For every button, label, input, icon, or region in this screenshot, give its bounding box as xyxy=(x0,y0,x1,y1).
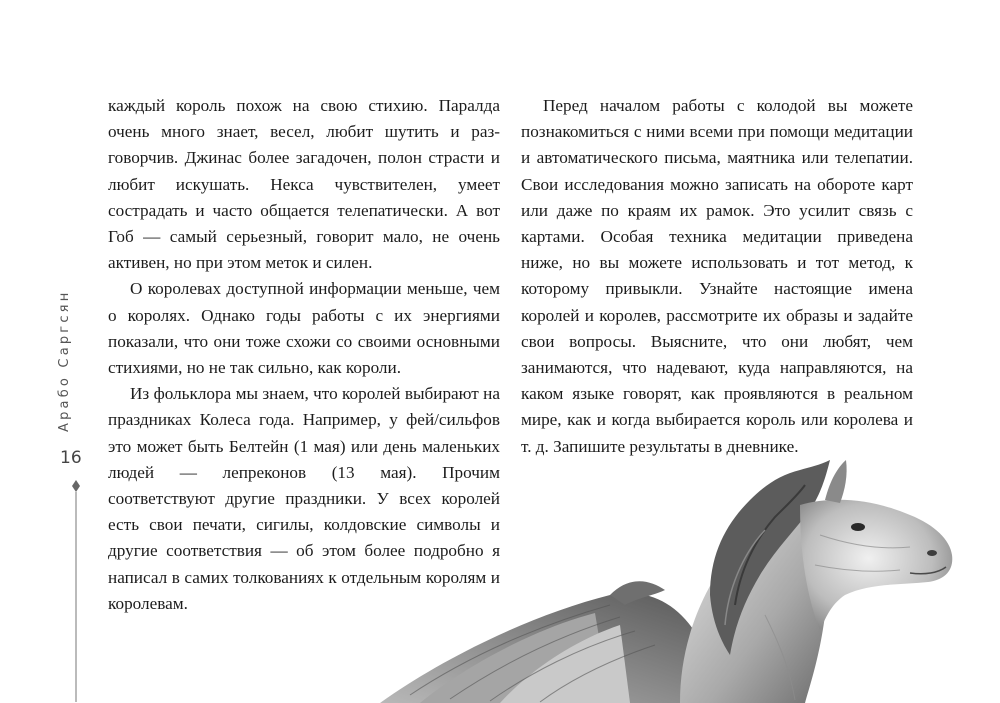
paragraph: Из фольклора мы знаем, что королей выбирают на праздниках Колеса года. Например, у фей/сильфов это может быть Белтейн (1 мая) или день маленьких людей — лепреконов (13 мая). Прочим соответствуют другие праздники. У всех королей есть свои печати, сигилы, колдовские символы и другие соответствия — об этом более подробно я написал в самих толкованиях к отдельным королям и королевам. xyxy=(108,384,500,613)
margin-rule xyxy=(70,480,82,702)
running-head-author: Арабо Саргсян xyxy=(57,289,72,432)
horse-head-icon xyxy=(800,500,952,630)
paragraph: О королевах доступной информации меньше, чем о королях. Однако годы работы с их энергиями показали, что они тоже схожи со своими основными стихиями, но не так сильно, как короли. xyxy=(108,279,500,378)
paragraph: Перед началом работы с колодой вы можете познакомиться с ними всеми при помощи медитации и автоматического письма, маятника или телепатии. Свои исследования можно записать на обороте карт или даже по краям их рамок. Это усилит связь с картами. Особая техника медитации приведена ниже, но вы можете использовать и тот метод, к которому привыкли. Узнайте настоящие имена королей и королев, рассмотрите их образы и задайте свои вопросы. Выясните, что они любят, чем занимаются, что надевают, куда направляются, на каком языке говорят, как проявляются в реальном мире, как и когда выбирается король или королева и т. д. Запишите результаты в дневнике. xyxy=(521,96,913,456)
pegasus-illustration xyxy=(380,455,1000,703)
wing-icon xyxy=(380,581,700,703)
nostril-icon xyxy=(927,550,937,556)
diamond-ornament-icon xyxy=(72,480,80,492)
page-number: 16 xyxy=(60,448,82,468)
eye-icon xyxy=(851,523,865,531)
running-head xyxy=(30,272,120,442)
paragraph: каждый король похож на свою стихию. Паралда очень много знает, весел, любит шутить и разговорчив. Джинас более загадочен, полон страсти и любит искушать. Некса чувствителен, умеет сострадать и часто общается телепатически. А вот Гоб — самый серьезный, говорит мало, не очень активен, но при этом меток и силен. xyxy=(108,96,500,273)
right-column xyxy=(521,93,913,460)
